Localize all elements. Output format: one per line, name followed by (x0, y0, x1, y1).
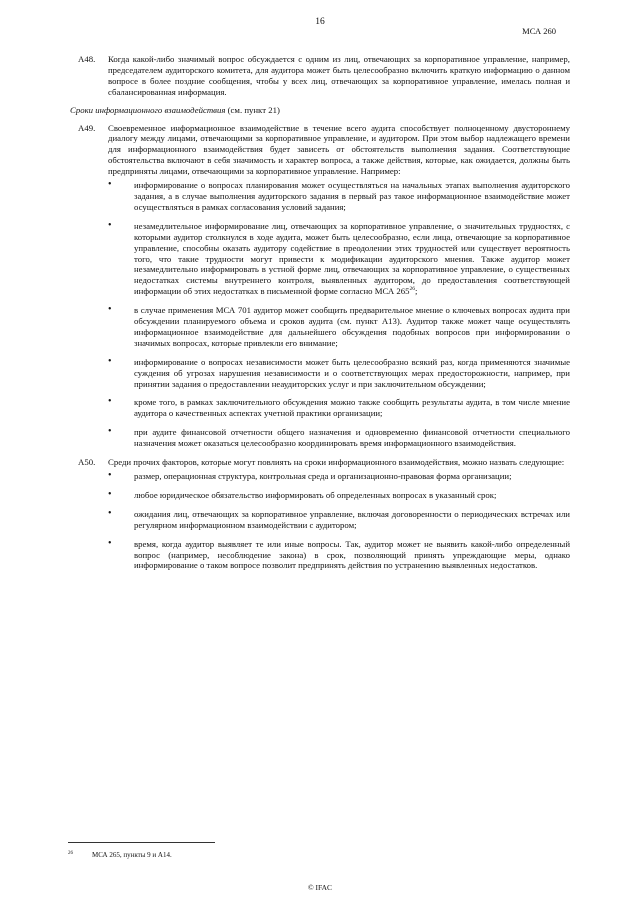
list-item: • любое юридическое обязательство информировать об определенных вопросах в указанный срок; (108, 490, 570, 501)
bullet-list (108, 180, 570, 449)
paragraph-text: Среди прочих факторов, которые могут повлиять на сроки информационного взаимодействия, можно назвать следующие: (108, 457, 565, 468)
list-item: • размер, операционная структура, контрольная среда и организационно-правовая форма организации; (108, 471, 570, 482)
list-item: • время, когда аудитор выявляет те или иные вопросы. Так, аудитор может не выявить какой-либо определенный вопрос (например, несоблюдение закона) в срок, позволяющий принять упреждающие меры, однако информирование о таком вопросе позволит предпринять действия по устранению выявленных недостатков. (108, 539, 570, 572)
footnote-reference: 26 (409, 286, 416, 293)
footnote-mark: 26 (68, 851, 73, 856)
list-item: • при аудите финансовой отчетности общего назначения и одновременно финансовой отчетности специального назначения может оказаться целесообразно координировать время информационного взаимодействия. (108, 427, 570, 449)
footnote (68, 851, 172, 859)
list-item: • информирование о вопросах планирования может осуществляться на начальных этапах выполнения аудиторского задания, а в случае выполнения аудиторского задания в первый раз такое информационное взаимодействие может осуществляться в рамках согласования условий задания; (108, 180, 570, 213)
section-heading (70, 105, 570, 116)
page-number: 16 (315, 17, 325, 27)
paragraph-number: A48. (78, 54, 96, 64)
section-reference: (см. пункт 21) (227, 104, 280, 115)
paragraph-text: Своевременное информационное взаимодействие в течение всего аудита способствует полноценному двустороннему диалогу между лицами, отвечающими за корпоративное управление, и аудитором. При этом выбор надлежащего времени для информационного взаимодействия будет зависеть от обстоятельств выполнения задания. Соответствующие обстоятельства включают в себя значимость и характер вопроса, а также действия, которые, как ожидается, должны быть предприняты лицами, отвечающими за корпоративное управление. Например: (108, 122, 570, 177)
list-item: • кроме того, в рамках заключительного обсуждения можно также сообщить результаты аудита, в том числе мнение аудитора о качественных аспектах учетной практики организации; (108, 397, 570, 419)
list-item: • незамедлительное информирование лиц, отвечающих за корпоративное управление, о значительных трудностях, с которыми аудитор столкнулся в ходе аудита, может быть целесообразно, если лица, отвечающие за корпоративное управление, способны оказать аудитору содействие в преодолении этих трудностей или существует вероятность того, что такие трудности могут привести к модификации аудиторского мнения. Также аудитор может незамедлительно информировать в устной форме лиц, отвечающих за корпоративное управление, о существенных недостатках системы внутреннего контроля, выявленных аудитором, до предоставления соответствующей информации об этих недостатках в письменной форме согласно МСА $265^{26}$; (108, 221, 570, 297)
section-title: Сроки информационного взаимодействия (70, 104, 226, 115)
list-item: • в случае применения МСА 701 аудитор может сообщить предварительное мнение о ключевых вопросах аудита при обсуждении планируемого объема и сроков аудита (см. пункт А13). Аудитор также может чаще осуществлять информационное взаимодействие для дальнейшего обсуждения подобных вопросов при информировании о значимых вопросах, которые привлекли его внимание; (108, 305, 570, 349)
list-item: • информирование о вопросах независимости может быть целесообразно всякий раз, когда применяются значимые суждения об угрозах нарушения независимости и о соответствующих мерах предосторожности, например, при принятии задания о предоставлении неаудиторских услуг и при заключительном обсуждении; (108, 357, 570, 390)
page-footer: © IFAC (307, 883, 333, 892)
footnote-divider (68, 842, 215, 843)
paragraph-a48 (70, 54, 570, 98)
page-content (70, 54, 570, 579)
paragraph-number: A49. (78, 122, 96, 133)
bullet-list (108, 471, 570, 571)
paragraph-text: Когда какой-либо значимый вопрос обсуждается с одним из лиц, отвечающих за корпоративное управление, например, председателем аудиторского комитета, для аудитора может быть целесообразно включить краткую информацию о данном вопросе в более поздние сообщения, чтобы у всех лиц, отвечающих за корпоративное управление, имелась полная и сбалансированная информация. (108, 54, 570, 97)
list-item: • ожидания лиц, отвечающих за корпоративное управление, включая договоренности о периодических встречах или регулярном информационном взаимодействии с аудитором; (108, 509, 570, 531)
document-code: МСА 260 (522, 26, 556, 36)
footnote-text: МСА 265, пункты 9 и А14. (92, 851, 172, 859)
paragraph-number: A50. (78, 457, 96, 468)
paragraph-a50 (70, 457, 570, 571)
paragraph-a49 (70, 123, 570, 450)
